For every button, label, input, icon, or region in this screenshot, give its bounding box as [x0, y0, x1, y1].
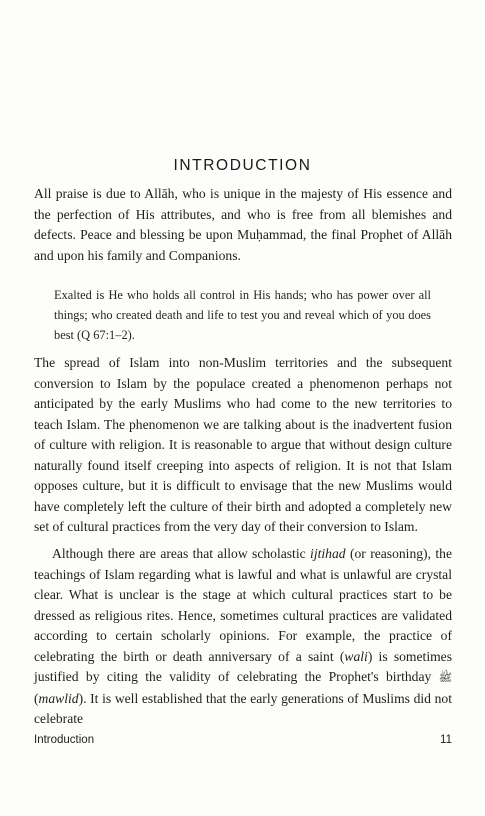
page-number: 11 — [440, 734, 452, 746]
body-paragraph-spread-of-islam: The spread of Islam into non-Muslim territories and the subsequent conversion to Islam by the populace created a phenomenon perhaps not anticipated by the early Muslims who had come to the new territories to teach Islam. The phenomenon we are talking about is the inadvertent fusion of culture with religion. It is reasonable to argue that without design culture naturally found itself creeping into aspects of religion. It is not that Islam opposes culture, but it is difficult to envisage that the new Muslims would have completely left the culture of their birth and adopted a completely new set of cultural practices from the very day of their conversion to Islam. — [34, 355, 452, 534]
text-segment: ). It is well established that the early generations of Muslims did not celebrate — [34, 690, 452, 726]
italic-term-wali: wali — [344, 648, 368, 664]
italic-term-ijtihad: ijtihad — [310, 546, 346, 561]
italic-term-mawlid: mawlid — [38, 690, 79, 706]
salutation-symbol: ﷺ — [438, 672, 452, 684]
body-paragraph-ijtihad — [34, 544, 452, 730]
running-title: Introduction — [34, 734, 95, 746]
opening-paragraph: All praise is due to Allāh, who is unique in the majesty of His essence and the perfection of His attributes, and who is free from all blemishes and defects. Peace and blessing be upon Muḥammad, the final Prophet of Allāh and upon his family and Companions. — [34, 186, 452, 263]
text-segment: Although there are areas that allow scholastic — [52, 546, 311, 561]
quranic-quote: Exalted is He who holds all control in His hands; who has power over all things; who created death and life to test you and reveal which of you does best (Q 67:1–2). — [54, 288, 431, 342]
text-segment: (or reasoning), the teachings of Islam regarding what is lawful and what is unlawful are crystal clear. What is unclear is the stage at which cultural practices start to be dressed as religious rites. Hence, sometimes cultural practices are validated according to certain scholarly opinions. For example, the practice of celebrating the birth or death anniversary of a saint ( — [34, 546, 452, 664]
text-segment: ) is sometimes justified by citing the validity of celebrating the Prophet's birthday — [34, 648, 452, 684]
text-segment: ( — [34, 690, 39, 706]
chapter-heading: INTRODUCTION — [173, 157, 312, 174]
page-footer — [34, 734, 452, 746]
